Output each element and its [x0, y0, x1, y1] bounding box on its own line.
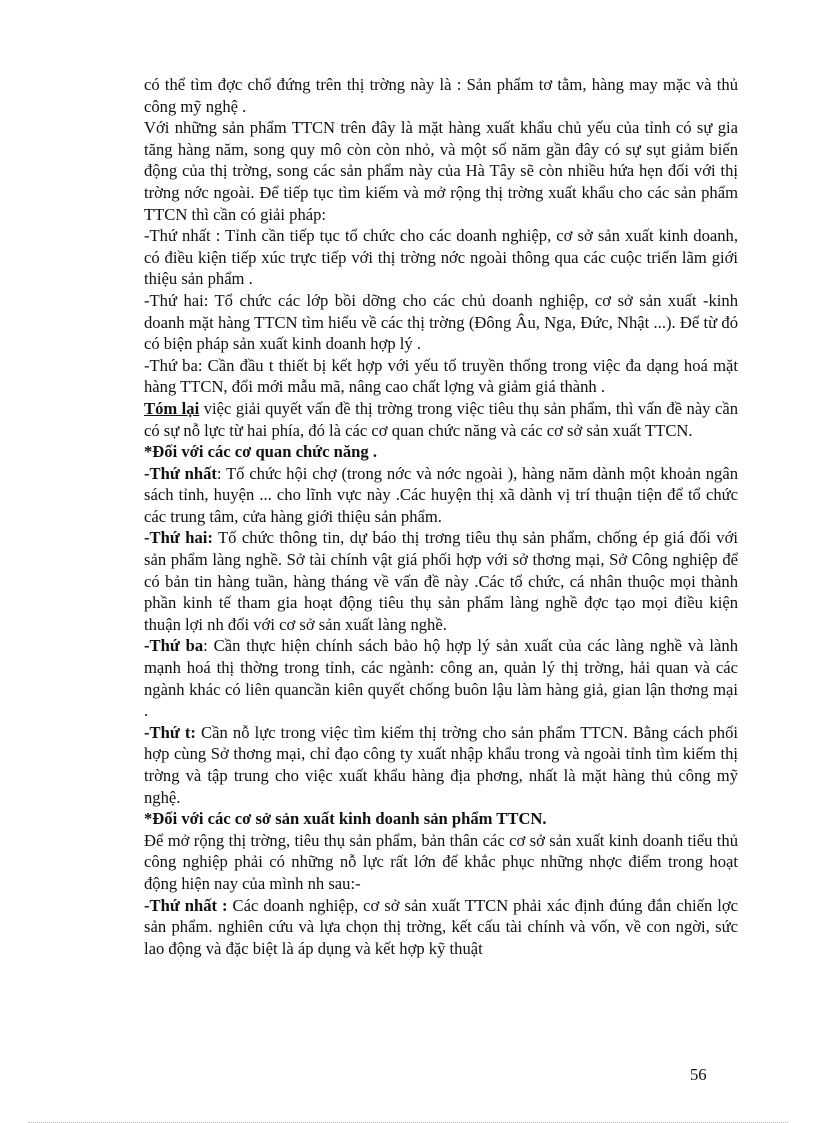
paragraph-5	[144, 355, 738, 398]
section-heading-agencies	[144, 441, 738, 463]
paragraph-3	[144, 225, 738, 290]
paragraph-text: việc giải quyết vấn đề thị trờng trong việc tiêu thụ sản phẩm, thì vấn đề này cần có sự nỗ lực từ hai phía, đó là các cơ quan chức năng và các cơ sở sản xuất TTCN.	[144, 398, 738, 440]
section-heading: *Đối với các cơ sở sản xuất kinh doanh sản phẩm TTCN.	[144, 809, 547, 829]
summary-lead: Tóm lại	[144, 398, 200, 418]
paragraph-producer-1	[144, 895, 738, 960]
section-heading: *Đối với các cơ quan chức năng .	[144, 442, 378, 462]
paragraph-text: : Tổ chức hội chợ (trong nớc và nớc ngoài ), hàng năm dành một khoản ngân sách tỉnh, huyện ... cho lĩnh vực này .Các huyện thị xã dành vị trí thuận tiện để tổ chức các trung tâm, cửa hàng giới thiệu sản phẩm.	[144, 463, 738, 526]
paragraph-text: Tổ chức thông tin, dự báo thị trơng tiêu thụ sản phẩm, chống ép giá đối với sản phẩm làng nghề. Sở tài chính vật giá phối hợp với sở thơng mại, Sở Công nghiệp để có bản tin hàng tuần, hàng tháng về vấn đề này .Các tổ chức, cá nhân thuộc mọi thành phần kinh tế tham gia hoạt động tiêu thụ sản phẩm làng nghề đợc tạo mọi điều kiện thuận lợi nh đối với cơ sở sản xuất làng nghề.	[144, 528, 738, 634]
paragraph-1	[144, 74, 738, 117]
paragraph-2	[144, 117, 738, 225]
paragraph-text: : Cần thực hiện chính sách bảo hộ hợp lý sản xuất của các làng nghề và lành mạnh hoá thị thờng trong tỉnh, các ngành: công an, quản lý thị trờng, hải quan và các ngành khác có liên quancần kiên quyết chống buôn lậu làm hàng giả, gian lận thơng mại .	[144, 636, 738, 721]
paragraph-text: -Thứ nhất : Tỉnh cần tiếp tục tổ chức cho các doanh nghiệp, cơ sở sản xuất kinh doanh, có điều kiện tiếp xúc trực tiếp với thị trờng nớc ngoài thông qua các cuộc triển lãm giới thiệu sản phẩm .	[144, 226, 738, 289]
paragraph-agency-3	[144, 635, 738, 721]
paragraph-text: -Thứ ba: Cần đầu t thiết bị kết hợp với yếu tố truyền thống trong việc đa dạng hoá mặt hàng TTCN, đổi mới mẫu mã, nâng cao chất lợng và giảm giá thành .	[144, 355, 738, 397]
item-lead: -Thứ t:	[144, 722, 196, 742]
section-heading-producers	[144, 808, 738, 830]
paragraph-text: Cần nỗ lực trong việc tìm kiếm thị trờng cho sản phẩm TTCN. Bằng cách phối hợp cùng Sở thơng mại, chỉ đạo công ty xuất nhập khẩu trong và ngoài tỉnh tìm kiếm thị trờng và tập trung cho việc xuất khẩu hàng địa phơng, nhất là mặt hàng thủ công mỹ nghệ.	[144, 722, 739, 807]
item-lead: -Thứ hai:	[144, 528, 213, 548]
item-lead: -Thứ nhất	[144, 463, 217, 483]
paragraph-4	[144, 290, 738, 355]
paragraph-text: Để mở rộng thị trờng, tiêu thụ sản phẩm, bản thân các cơ sở sản xuất kinh doanh tiểu thủ công nghiệp phải có những nỗ lực rất lớn để khắc phục những nhợc điểm trong hoạt động hiện nay của mình nh sau:-	[144, 830, 738, 893]
paragraph-text: Với những sản phẩm TTCN trên đây là mặt hàng xuất khẩu chủ yếu của tỉnh có sự gia tăng hàng năm, song quy mô còn còn nhỏ, và một số năm gần đây có sự sụt giảm biến động của thị trờng, song các sản phẩm này của Hà Tây sẽ còn nhiều hứa hẹn đối với thị trờng nớc ngoài. Để tiếp tục tìm kiếm và mở rộng thị trờng xuất khẩu cho các sản phẩm TTCN thì cần có giải pháp:	[144, 118, 738, 224]
page-number: 56	[690, 1065, 707, 1084]
paragraph-summary	[144, 398, 738, 441]
paragraph-text: có thể tìm đợc chổ đứng trên thị trờng này là : Sản phẩm tơ tằm, hàng may mặc và thủ công mỹ nghệ .	[144, 75, 738, 116]
document-body	[144, 74, 738, 959]
paragraph-text: Các doanh nghiệp, cơ sở sản xuất TTCN phải xác định đúng đắn chiến lợc sản phẩm. nghiên cứu và lựa chọn thị trờng, kết cấu tài chính và vốn, về con ngời, sức lao động và đặc biệt là áp dụng và kết hợp kỹ thuật	[144, 895, 738, 958]
item-lead: -Thứ nhất :	[144, 895, 228, 915]
item-lead: -Thứ ba	[144, 636, 204, 656]
paragraph-text: -Thứ hai: Tổ chức các lớp bồi dỡng cho các chủ doanh nghiệp, cơ sở sản xuất -kinh doanh mặt hàng TTCN tìm hiểu về các thị trờng (Đông Âu, Nga, Đức, Nhật ...). Để từ đó có biện pháp sản xuất kinh doanh hợp lý .	[144, 290, 738, 354]
paragraph-producers-intro	[144, 830, 738, 895]
paragraph-agency-1	[144, 463, 738, 528]
paragraph-agency-2	[144, 527, 738, 635]
paragraph-agency-4	[144, 722, 738, 808]
